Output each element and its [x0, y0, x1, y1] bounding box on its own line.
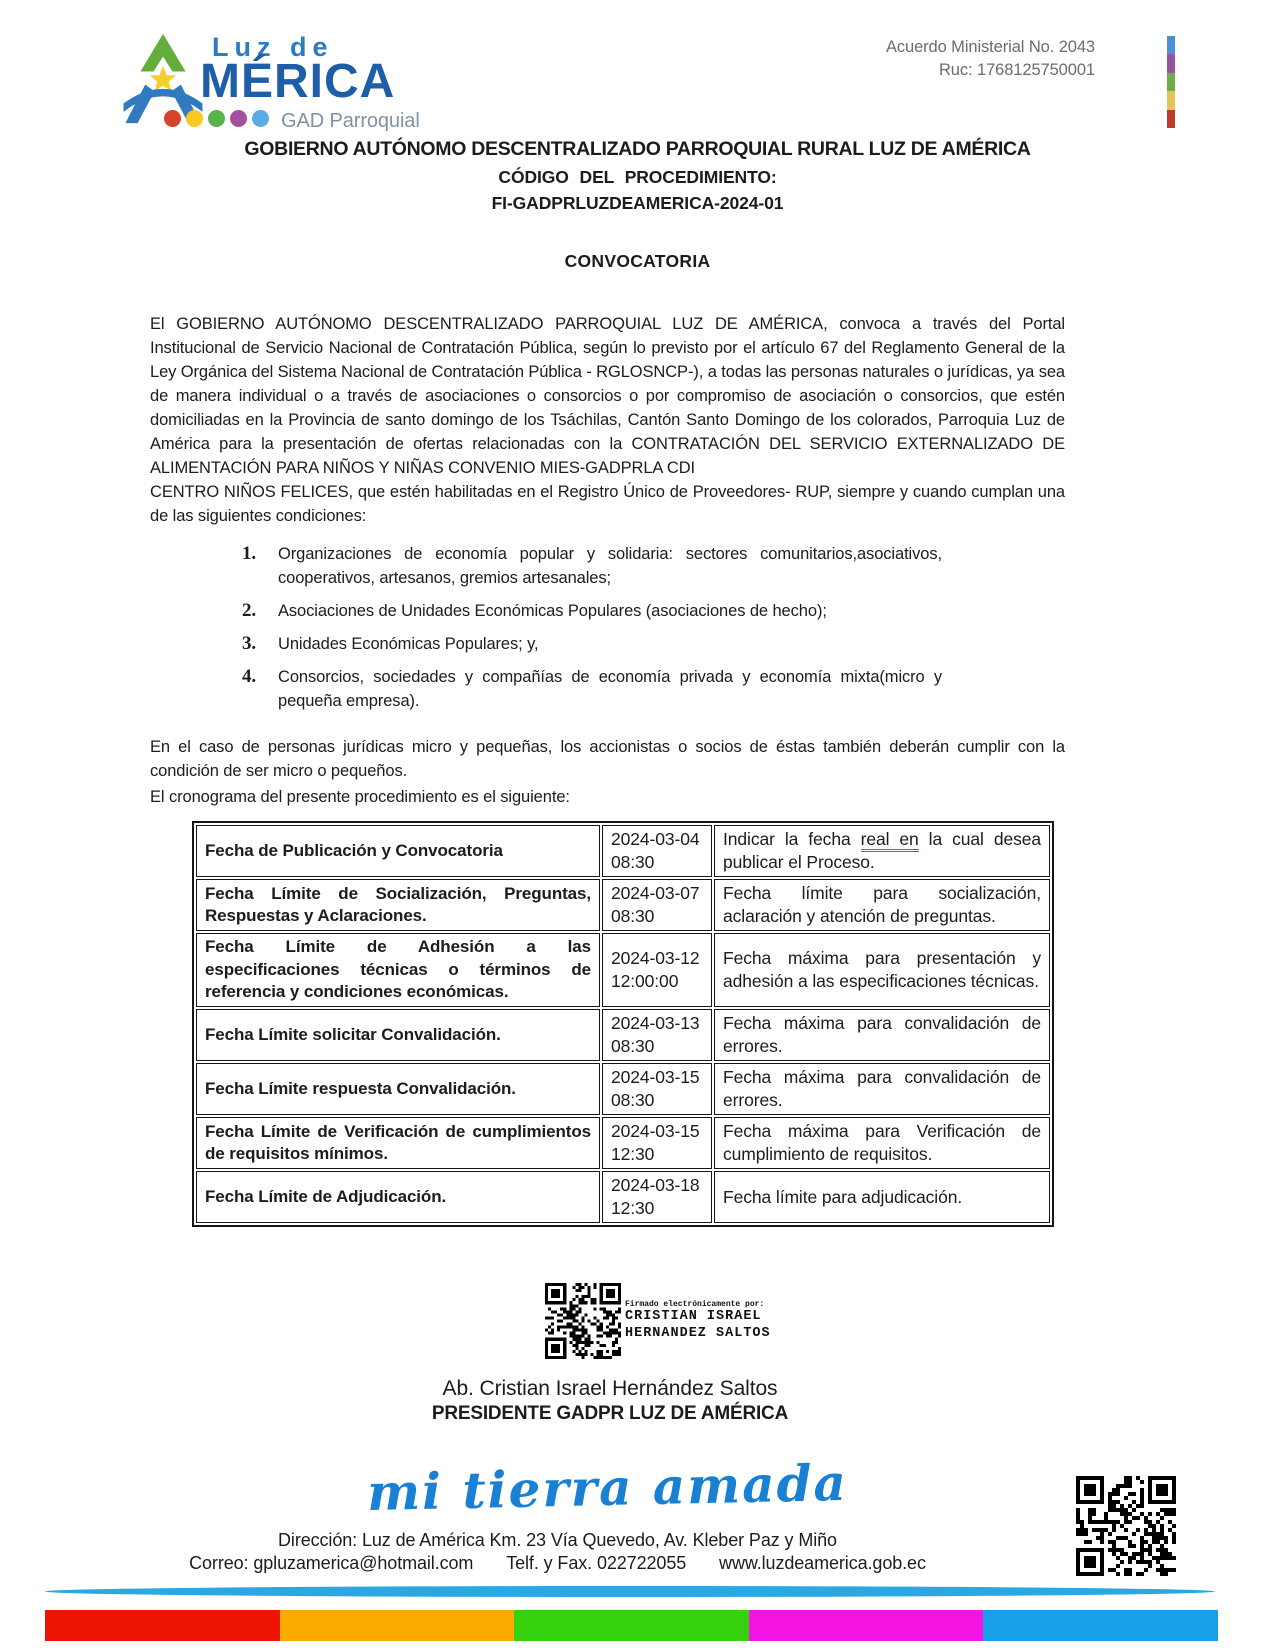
logo-word1: Luz de: [212, 32, 334, 62]
cell-date: 2024-03-15: [611, 1121, 700, 1142]
logo-word2: MÉRICA: [200, 55, 396, 108]
desc-underlined: real en: [861, 829, 919, 852]
signer-name: Ab. Cristian Israel Hernández Saltos: [442, 1377, 778, 1400]
signature-stamp: [545, 1283, 771, 1359]
title-line1: GOBIERNO AUTÓNOMO DESCENTRALIZADO PARROQUIAL RURAL LUZ DE AMÉRICA: [244, 138, 1031, 160]
address-line: Dirección: Luz de América Km. 23 Vía Quevedo, Av. Kleber Paz y Miño: [278, 1530, 837, 1550]
table-row: [196, 1117, 1050, 1169]
cell-datetime: [602, 1171, 712, 1223]
color-segment: [1167, 36, 1175, 54]
cell-concept: Fecha Límite respuesta Convalidación.: [196, 1063, 600, 1115]
cell-datetime: [602, 1117, 712, 1169]
cell-description: Fecha máxima para convalidación de errores.: [714, 1009, 1050, 1061]
stamp-name-line1: CRISTIAN ISRAEL: [625, 1308, 762, 1324]
cell-concept: Fecha Límite de Adhesión a las especificaciones técnicas o términos de referencia y condiciones económicas.: [196, 933, 600, 1006]
cell-description: [714, 825, 1050, 877]
item-number: 2.: [242, 600, 257, 621]
cell-description: Fecha máxima para Verificación de cumplimiento de requisitos.: [714, 1117, 1050, 1169]
cell-time: 08:30: [611, 906, 655, 927]
logo-dots: [164, 110, 269, 127]
contact-website: www.luzdeamerica.gob.ec: [719, 1553, 926, 1573]
color-segment: [164, 110, 181, 127]
stamp-label: Firmado electrónicamente por:: [625, 1299, 765, 1309]
stamp-qr-code: [545, 1283, 621, 1359]
cell-description: Fecha máxima para presentación y adhesión a las especificaciones técnicas.: [714, 933, 1050, 1006]
schedule-intro: El cronograma del presente procedimiento es el siguiente:: [150, 788, 570, 806]
contact-line: [0, 1553, 1115, 1574]
item-number: 3.: [242, 633, 257, 654]
item-number: 4.: [242, 666, 257, 687]
color-segment: [1167, 73, 1175, 91]
side-color-bar: [1167, 36, 1175, 128]
stamp-text: [625, 1300, 771, 1343]
cell-datetime: [602, 879, 712, 931]
cell-datetime: [602, 1063, 712, 1115]
item-text: Asociaciones de Unidades Económicas Populares (asociaciones de hecho);: [278, 602, 827, 620]
acuerdo-line: Acuerdo Ministerial No. 2043: [885, 38, 1095, 56]
item-text: Consorcios, sociedades y compañías de economía privada y economía mixta(micro y pequeña empresa).: [278, 668, 942, 710]
footer-swoosh: [45, 1586, 1215, 1597]
cell-date: 2024-03-04: [611, 829, 700, 849]
cell-date: 2024-03-07: [611, 883, 700, 904]
table-row: [196, 1063, 1050, 1115]
document-body: [150, 312, 1065, 1227]
color-segment: [45, 1610, 280, 1641]
cell-concept: Fecha Límite solicitar Convalidación.: [196, 1009, 600, 1061]
item-text: Organizaciones de economía popular y solidaria: sectores comunitarios,asociativos, cooperativos, artesanos, gremios artesanales;: [278, 545, 942, 587]
color-segment: [1167, 54, 1175, 72]
cell-concept: Fecha Límite de Verificación de cumplimientos de requisitos mínimos.: [196, 1117, 600, 1169]
slogan-script: mi tierra amada: [366, 1452, 849, 1523]
cell-time: 12:30: [611, 1144, 655, 1165]
acuerdo-block: [886, 36, 1095, 82]
footer-qr-code: [1076, 1476, 1176, 1576]
note-paragraph: En el caso de personas jurídicas micro y pequeñas, los accionistas o socios de éstas también deberán cumplir con la condición de ser micro o pequeños.: [150, 738, 1065, 780]
logo: [112, 28, 452, 133]
desc-text: Indicar la fecha: [723, 829, 861, 849]
code-label: CÓDIGO DEL PROCEDIMIENTO:: [498, 167, 777, 187]
color-segment: [1167, 110, 1175, 128]
color-segment: [1167, 91, 1175, 109]
cell-datetime: [602, 1009, 712, 1061]
intro-paragraph: El GOBIERNO AUTÓNOMO DESCENTRALIZADO PARROQUIAL LUZ DE AMÉRICA, convoca a través del Portal Institucional de Servicio Nacional de Contratación Pública, según lo previsto por el artículo 67 del Reglamento General de la Ley Orgánica del Sistema Nacional de Contratación Pública - RGLOSNCP-), a todas las personas naturales o jurídicas, ya sea de manera individual o a través de asociaciones o consorcios o por compromiso de asociación o consorcios, que estén domiciliadas en la Provincia de santo domingo de los Tsáchilas, Cantón Santo Domingo de los colorados, Parroquia Luz de América para la presentación de ofertas relacionadas con la CONTRATACIÓN DEL SERVICIO EXTERNALIZADO DE ALIMENTACIÓN PARA NIÑOS Y NIÑAS CONVENIO MIES-GADPRLA CDI: [150, 315, 1066, 477]
color-segment: [280, 1610, 515, 1641]
logo-subtitle: GAD Parroquial: [281, 110, 420, 132]
table-row: [196, 879, 1050, 931]
cell-time: 08:30: [611, 1089, 655, 1110]
item-text: Unidades Económicas Populares; y,: [278, 635, 539, 653]
table-row: [196, 825, 1050, 877]
footer-color-bar: [45, 1610, 1218, 1641]
list-item: [242, 599, 942, 623]
color-segment: [749, 1610, 984, 1641]
cell-date: 2024-03-15: [611, 1066, 700, 1087]
contact-email: Correo: gpluzamerica@hotmail.com: [189, 1553, 474, 1573]
list-item: [242, 632, 942, 656]
cell-concept: Fecha Límite de Socialización, Preguntas, Respuestas y Aclaraciones.: [196, 879, 600, 931]
desc-text: la cual desea publicar el Proceso.: [723, 829, 1041, 873]
cell-concept: Fecha de Publicación y Convocatoria: [196, 825, 600, 877]
ruc-line: Ruc: 1768125750001: [938, 61, 1095, 79]
cell-datetime: [602, 825, 712, 877]
cell-time: 12:00:00: [611, 971, 679, 992]
table-row: [196, 933, 1050, 1006]
cell-time: 12:30: [611, 1198, 655, 1219]
cell-time: 08:30: [611, 852, 655, 873]
list-item: [242, 542, 942, 590]
section-title: CONVOCATORIA: [564, 251, 711, 271]
cell-description: Fecha límite para adjudicación.: [714, 1171, 1050, 1223]
contact-phone: Telf. y Fax. 022722055: [506, 1553, 687, 1573]
signer-role: PRESIDENTE GADPR LUZ DE AMÉRICA: [431, 1403, 789, 1424]
schedule-table: [192, 821, 1054, 1227]
cell-concept: Fecha Límite de Adjudicación.: [196, 1171, 600, 1223]
color-segment: [230, 110, 247, 127]
color-segment: [983, 1610, 1218, 1641]
list-item: [242, 665, 942, 713]
color-segment: [186, 110, 203, 127]
cell-datetime: [602, 933, 712, 1006]
stamp-name-line2: HERNANDEZ SALTOS: [625, 1325, 771, 1341]
conditions-list: [242, 542, 942, 713]
color-segment: [514, 1610, 749, 1641]
cell-time: 08:30: [611, 1035, 655, 1056]
table-row: [196, 1009, 1050, 1061]
cell-description: Fecha máxima para convalidación de errores.: [714, 1063, 1050, 1115]
cell-date: 2024-03-12: [611, 947, 700, 968]
color-segment: [208, 110, 225, 127]
intro-paragraph-continued: CENTRO NIÑOS FELICES, que estén habilitadas en el Registro Único de Proveedores- RUP, siempre y cuando cumplan una de las siguientes condiciones:: [150, 483, 1065, 525]
cell-date: 2024-03-18: [611, 1175, 700, 1196]
cell-date: 2024-03-13: [611, 1012, 700, 1033]
cell-description: Fecha límite para socialización, aclaración y atención de preguntas.: [714, 879, 1050, 931]
code-value: FI-GADPRLUZDEAMERICA-2024-01: [491, 193, 784, 213]
color-segment: [252, 110, 269, 127]
item-number: 1.: [242, 543, 257, 564]
table-row: [196, 1171, 1050, 1223]
